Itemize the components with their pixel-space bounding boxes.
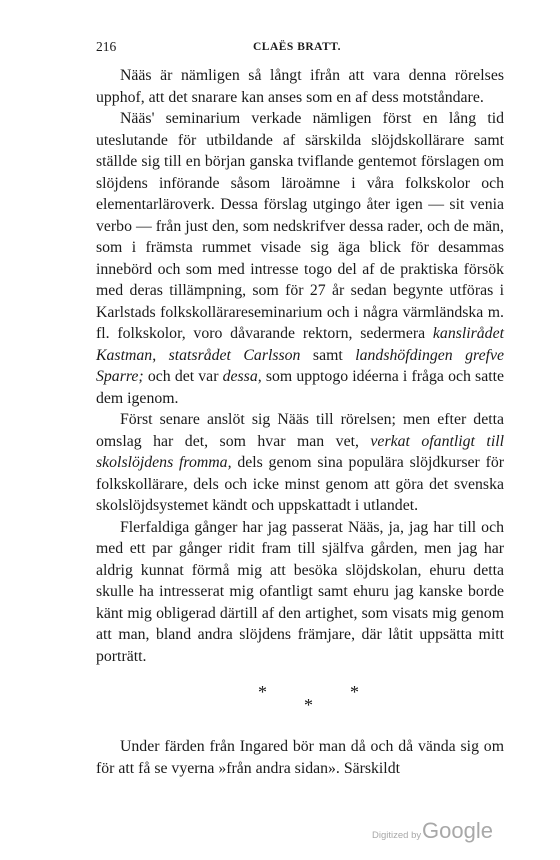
paragraph-2-italic-3: landshöfdingen grefve Sparre;	[96, 346, 504, 385]
paragraph-2-text-2: ,	[152, 346, 169, 364]
paragraph-2-text-4: och det var	[143, 368, 223, 385]
digitization-watermark	[370, 818, 530, 848]
section-separator-star: *	[304, 695, 313, 715]
paragraph-2	[96, 108, 504, 409]
watermark-caption: Digitized by	[372, 830, 422, 841]
page-number: 216	[96, 39, 117, 54]
paragraph-3-italic-1: verkat ofantligt till skolslöjdens fromma,	[96, 432, 504, 471]
google-logo: Google	[422, 818, 493, 843]
paragraph-1: Nääs är nämligen så långt ifrån att vara denna rörelses upphof, att det snarare kan anses som en af dess motståndare.	[96, 67, 504, 106]
page-header	[96, 38, 498, 56]
paragraph-3-text-1: Först senare anslöt sig Nääs till rörelsen; men efter detta omslag har det, som hvar man vet,	[96, 411, 504, 450]
paragraph-2-italic-2: statsrådet Carlsson	[168, 346, 301, 364]
running-head: CLAËS BRATT.	[252, 41, 341, 53]
paragraph-2-text-3: samt	[300, 346, 356, 364]
section-separator-star: *	[258, 682, 267, 702]
paragraph-5: Under färden från Ingared bör man då och då vända sig om för att få se vyerna »från andra sidan». Särskildt	[96, 738, 504, 777]
paragraph-2-text-1: Nääs' seminarium verkade nämligen först en lång tid uteslutande för utbildande af särskilda slöjdskollärare samt ställde sig till en början ganska tviflande gentemot förslagen om slöjdens införande såsom läroämne i våra folkskolor och elementarläroverk. Dessa förslag utgingo åter igen — sit venia verbo — från just den, som nedskrifver dessa rader, och de män, som i främsta rummet visade sig äga blick för desammas innebörd och som med intresse togo del af de praktiska försök med deras tillämpning, som för 27 år sedan begynte utföras i Karlstads folkskollärareseminarium och i några värmländska m. fl. folkskolor, voro dåvarande rektorn, sedermera	[96, 110, 504, 342]
paragraph-2-text-5: som upptogo idéerna i fråga och satte dem igenom.	[96, 368, 505, 407]
paragraph-4: Flerfaldiga gånger har jag passerat Nääs, ja, jag har till och med ett par gånger ridit fram till själfva gården, men jag har aldrig kunnat förmå mig att besöka slöjdskolan, ehuru detta skulle ha intresserat mig ofantligt samt ehuru jag kanske borde känt mig obligerad därtill af den artighet, som visats mig genom att man, bland andra slöjdens främjare, där låtit uppsätta mitt porträtt.	[96, 518, 504, 665]
next-section-text	[96, 736, 504, 779]
paragraph-2-italic-1: kanslirådet Kastman	[96, 325, 504, 364]
paragraph-3-text-2: dels genom sina populära slöjdkurser för folkskollärare, dels och icke minst genom att göra det svenska skolslöjdsystemet kändt och uppskattadt i utlandet.	[96, 454, 505, 514]
paragraph-3	[96, 409, 504, 517]
paragraph-2-italic-4: dessa,	[222, 368, 262, 385]
body-text	[96, 65, 504, 667]
section-separator-star: *	[350, 682, 359, 702]
